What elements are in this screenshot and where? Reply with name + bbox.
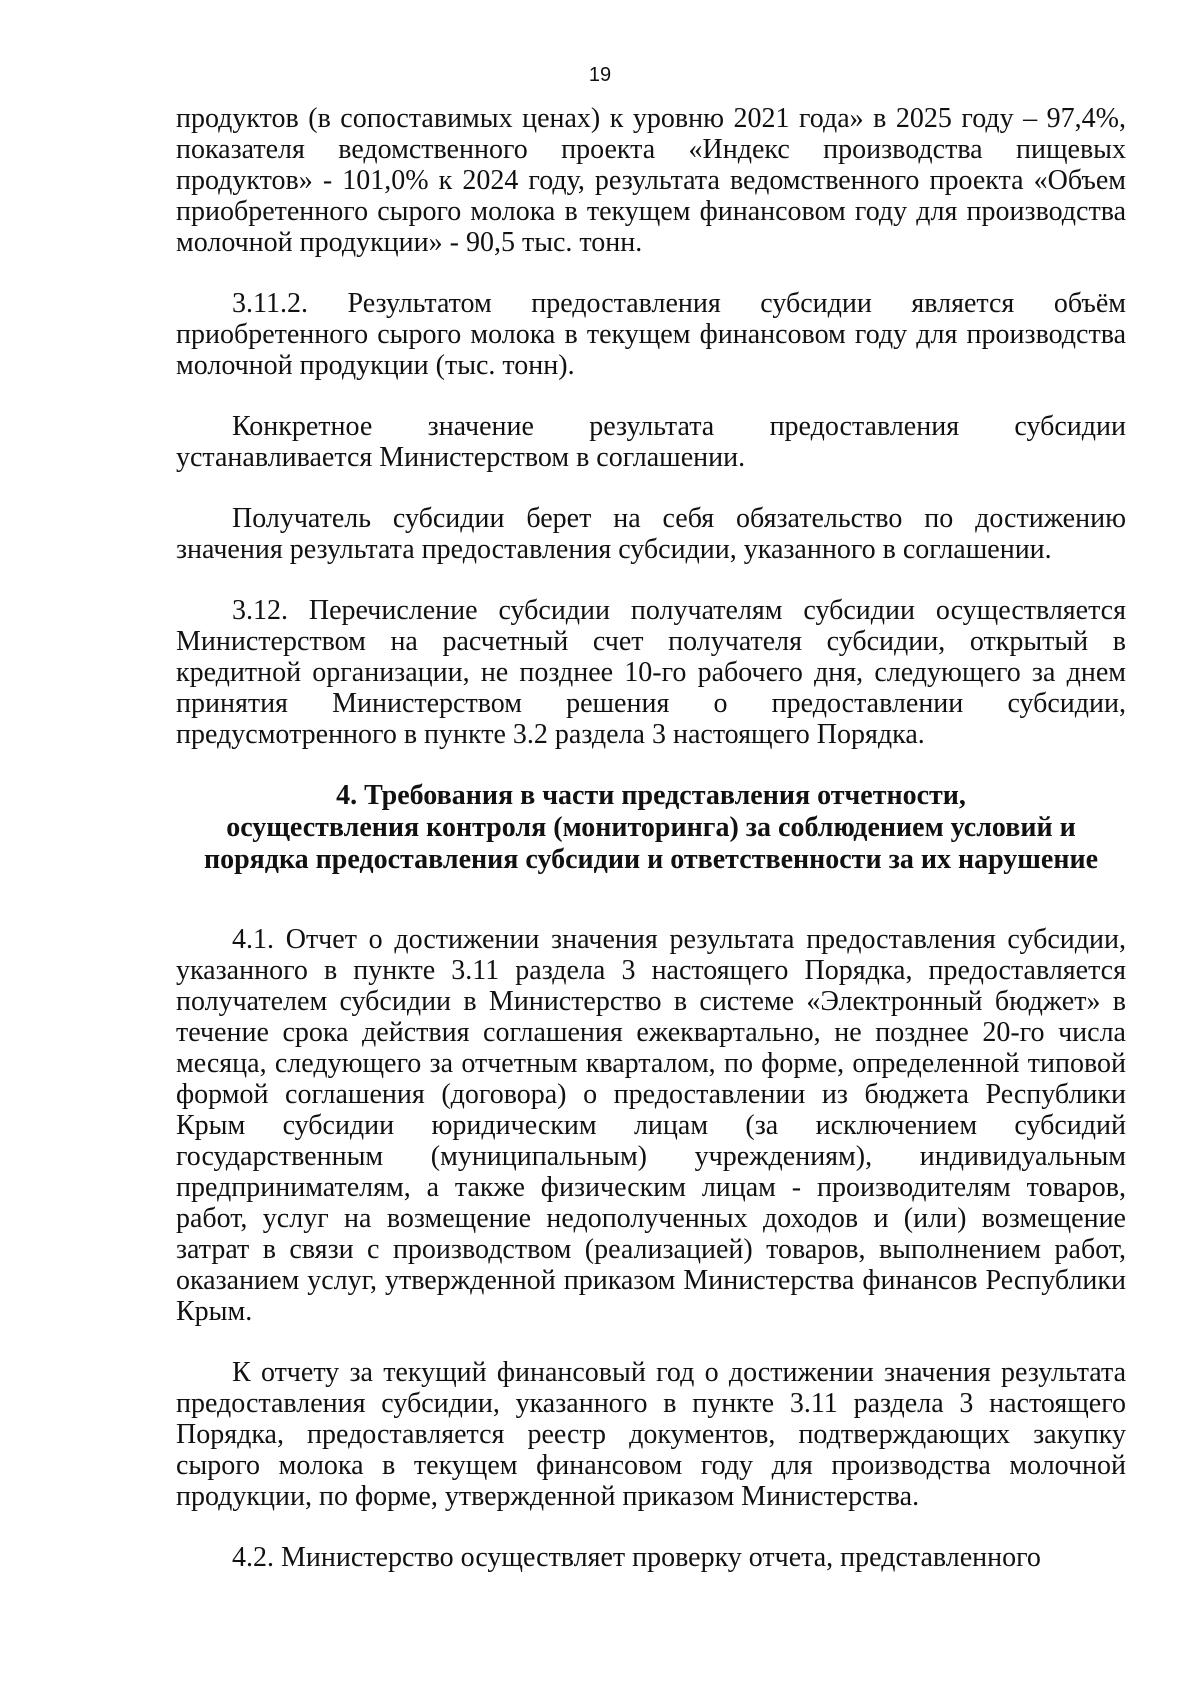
paragraph-4-2: 4.2. Министерство осуществляет проверку отчета, представленного xyxy=(232,1542,1041,1573)
paragraph-continuation: продуктов (в сопоставимых ценах) к уровню 2021 года» в 2025 году – 97,4%, показателя ведомственного проекта «Индекс производства пищевых продуктов» - 101,0% к 2024 году, результата ведомственного проекта «Объем приобретенного сырого молока в текущем финансовом году для производства молочной продукции» - 90,5 тыс. тонн. xyxy=(176,103,1126,258)
paragraph-recipient-obligation: Получатель субсидии берет на себя обязательство по достижению значения результата предоставления субсидии, указанного в соглашении. xyxy=(176,503,1126,565)
paragraph-3-11-2: 3.11.2. Результатом предоставления субсидии является объём приобретенного сырого молока в текущем финансовом году для производства молочной продукции (тыс. тонн). xyxy=(176,288,1126,381)
section-heading xyxy=(176,780,1126,876)
paragraph-result-value: Конкретное значение результата предоставления субсидии устанавливается Министерством в соглашении. xyxy=(176,411,1126,473)
section-heading-line-2: осуществления контроля (мониторинга) за соблюдением условий и xyxy=(226,812,1076,843)
paragraph-4-1: 4.1. Отчет о достижении значения результата предоставления субсидии, указанного в пункте 3.11 раздела 3 настоящего Порядка, предоставляется получателем субсидии в Министерство в системе «Электронный бюджет» в течение срока действия соглашения ежеквартально, не позднее 20-го числа месяца, следующего за отчетным кварталом, по форме, определенной типовой формой соглашения (договора) о предоставлении из бюджета Республики Крым субсидии юридическим лицам (за исключением субсидий государственным (муниципальным) учреждениям), индивидуальным предпринимателям, а также физическим лицам - производителям товаров, работ, услуг на возмещение недополученных доходов и (или) возмещение затрат в связи с производством (реализацией) товаров, выполнением работ, оказанием услуг, утвержденной приказом Министерства финансов Республики Крым. xyxy=(176,924,1126,1327)
paragraph-3-12: 3.12. Перечисление субсидии получателям субсидии осуществляется Министерством на расчетный счет получателя субсидии, открытый в кредитной организации, не позднее 10-го рабочего дня, следующего за днем принятия Министерством решения о предоставлении субсидии, предусмотренного в пункте 3.2 раздела 3 настоящего Порядка. xyxy=(176,595,1126,750)
paragraph-report-registry: К отчету за текущий финансовый год о достижении значения результата предоставления субсидии, указанного в пункте 3.11 раздела 3 настоящего Порядка, предоставляется реестр документов, подтверждающих закупку сырого молока в текущем финансовом году для производства молочной продукции, по форме, утвержденной приказом Министерства. xyxy=(176,1357,1126,1512)
section-heading-line-3: порядка предоставления субсидии и ответственности за их нарушение xyxy=(203,844,1099,875)
document-body xyxy=(176,103,1126,1603)
section-heading-line-1: 4. Требования в части представления отчетности, xyxy=(336,780,966,811)
page-number: 19 xyxy=(588,64,612,86)
